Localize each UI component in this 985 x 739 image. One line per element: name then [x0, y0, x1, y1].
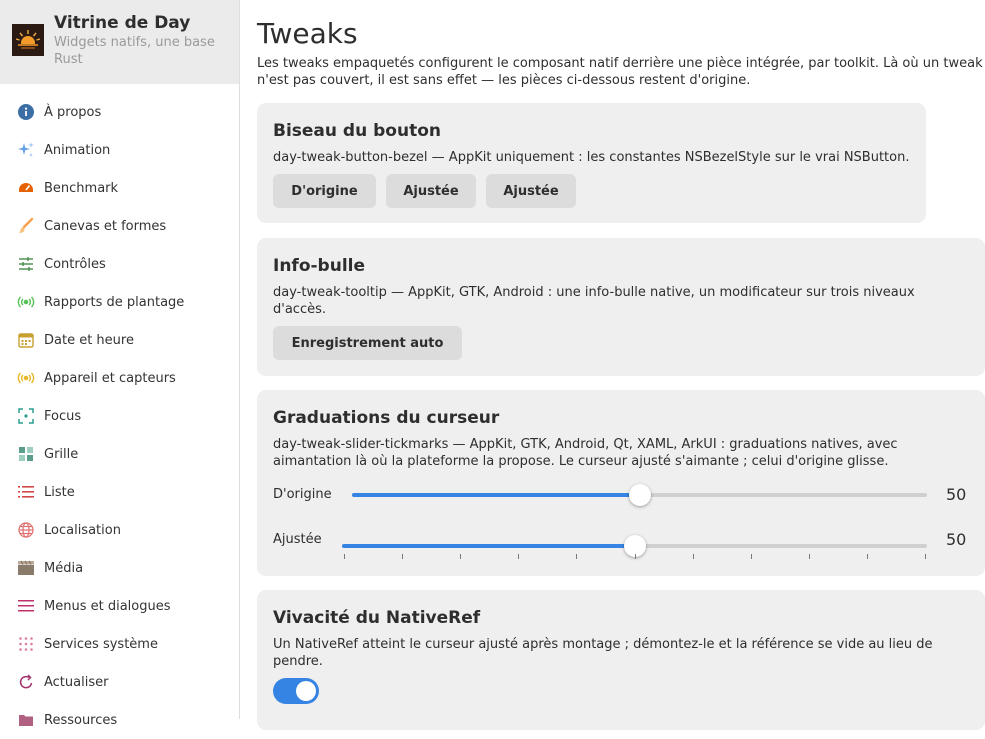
sidebar-item[interactable]: [0, 549, 239, 587]
sidebar-item-label: Animation: [44, 142, 111, 158]
sidebar-item[interactable]: [0, 625, 239, 663]
autosave-button[interactable]: Enregistrement auto: [273, 326, 462, 360]
sidebar-item[interactable]: [0, 283, 239, 321]
focus-icon: [17, 407, 35, 425]
original-slider-fill: [352, 493, 640, 497]
sidebar-item-label: Actualiser: [44, 674, 109, 690]
sidebar-item-label: Menus et dialogues: [44, 598, 171, 614]
original-slider[interactable]: [352, 493, 927, 497]
sidebar-item-label: Média: [44, 560, 84, 576]
sidebar-item[interactable]: [0, 131, 239, 169]
sidebar-item[interactable]: [0, 435, 239, 473]
sidebar-item[interactable]: [0, 587, 239, 625]
tooltip-card-desc: day-tweak-tooltip — AppKit, GTK, Android : une info-bulle native, un modificateur sur trois niveaux d'accès.: [273, 285, 915, 317]
app-title: Vitrine de Day: [54, 13, 191, 33]
slider-tick: [867, 554, 868, 559]
slider-tick: [576, 554, 577, 559]
bezel-card: [257, 103, 926, 223]
toggle-knob: [296, 681, 316, 701]
bezel-adjusted-button-2[interactable]: Ajustée: [486, 174, 576, 208]
sidebar-item-label: Appareil et capteurs: [44, 370, 176, 386]
app-subtitle: Widgets natifs, une base Rust: [54, 35, 215, 67]
slider-tick: [460, 554, 461, 559]
original-slider-thumb[interactable]: [629, 484, 651, 506]
info-icon: [17, 103, 35, 121]
sidebar-item-label: Benchmark: [44, 180, 119, 196]
slider-tick: [635, 554, 636, 559]
adjusted-slider-label: Ajustée: [273, 532, 322, 547]
sidebar-item-label: Liste: [44, 484, 75, 500]
adjusted-slider-value: 50: [946, 530, 967, 549]
list-icon: [17, 483, 35, 501]
clapper-icon: [17, 559, 35, 577]
sidebar: [0, 0, 240, 728]
sparkle-icon: [17, 141, 35, 159]
nativeref-card: [257, 590, 985, 730]
sidebar-nav: [0, 84, 239, 739]
gauge-icon: [17, 179, 35, 197]
page-intro: Les tweaks empaquetés configurent le composant natif derrière une pièce intégrée, par toolkit. Là où un tweak n'est pas couvert, il est sans effet — les pièces ci-dessous restent d'origine.: [257, 56, 983, 88]
sidebar-item-label: Date et heure: [44, 332, 134, 348]
sensor-icon: [17, 369, 35, 387]
sidebar-item-label: Grille: [44, 446, 79, 462]
sidebar-item[interactable]: [0, 359, 239, 397]
slider-tick: [925, 554, 926, 559]
original-slider-value: 50: [946, 485, 967, 504]
tooltip-card: [257, 238, 985, 376]
slider-tick: [809, 554, 810, 559]
sidebar-header: [0, 0, 239, 84]
slider-tick: [402, 554, 403, 559]
nativeref-card-desc: Un NativeRef atteint le curseur ajusté après montage ; démontez-le et la référence se vide au lieu de pendre.: [273, 637, 933, 669]
sidebar-item[interactable]: [0, 663, 239, 701]
bezel-adjusted-button-1[interactable]: Ajustée: [386, 174, 476, 208]
app-logo-icon: [12, 24, 44, 56]
sidebar-item-label: Canevas et formes: [44, 218, 167, 234]
slider-tick: [693, 554, 694, 559]
adjusted-slider-fill: [342, 544, 635, 548]
grid-icon: [17, 445, 35, 463]
broadcast-icon: [17, 293, 35, 311]
sidebar-item-label: Ressources: [44, 712, 118, 728]
sidebar-item[interactable]: [0, 397, 239, 435]
sidebar-item[interactable]: [0, 93, 239, 131]
slider-tick: [344, 554, 345, 559]
sidebar-item-label: À propos: [44, 104, 102, 120]
menu-icon: [17, 597, 35, 615]
sidebar-item[interactable]: [0, 473, 239, 511]
sidebar-item[interactable]: [0, 511, 239, 549]
calendar-icon: [17, 331, 35, 349]
slider-tick: [518, 554, 519, 559]
tooltip-card-title: Info-bulle: [273, 256, 366, 276]
sidebar-item[interactable]: [0, 701, 239, 739]
sidebar-item[interactable]: [0, 207, 239, 245]
folder-icon: [17, 711, 35, 729]
sidebar-item[interactable]: [0, 245, 239, 283]
sidebar-item-label: Focus: [44, 408, 82, 424]
nativeref-card-title: Vivacité du NativeRef: [273, 608, 481, 628]
page-title: Tweaks: [257, 17, 358, 50]
sliders-icon: [17, 255, 35, 273]
sidebar-item-label: Rapports de plantage: [44, 294, 185, 310]
main-content: [241, 0, 985, 719]
slider-card-desc: day-tweak-slider-tickmarks — AppKit, GTK, Android, Qt, XAML, ArkUI : graduations natives, avec aimantation là où la plateforme la propose. Le curseur ajusté s'aimante ; celui d'origine glisse.: [273, 437, 898, 469]
dots-grid-icon: [17, 635, 35, 653]
bezel-original-button[interactable]: D'origine: [273, 174, 376, 208]
sidebar-item[interactable]: [0, 169, 239, 207]
adjusted-slider[interactable]: [342, 544, 927, 548]
bezel-card-title: Biseau du bouton: [273, 121, 441, 141]
original-slider-label: D'origine: [273, 487, 332, 502]
bezel-card-desc: day-tweak-button-bezel — AppKit uniquement : les constantes NSBezelStyle sur le vrai NSButton.: [273, 150, 910, 165]
sidebar-item-label: Localisation: [44, 522, 121, 538]
sidebar-item-label: Contrôles: [44, 256, 106, 272]
slider-tick: [751, 554, 752, 559]
slider-card-title: Graduations du curseur: [273, 408, 500, 428]
refresh-icon: [17, 673, 35, 691]
nativeref-toggle[interactable]: [273, 678, 319, 704]
brush-icon: [17, 217, 35, 235]
sidebar-item[interactable]: [0, 321, 239, 359]
sidebar-item-label: Services système: [44, 636, 158, 652]
globe-icon: [17, 521, 35, 539]
slider-card: [257, 390, 985, 576]
